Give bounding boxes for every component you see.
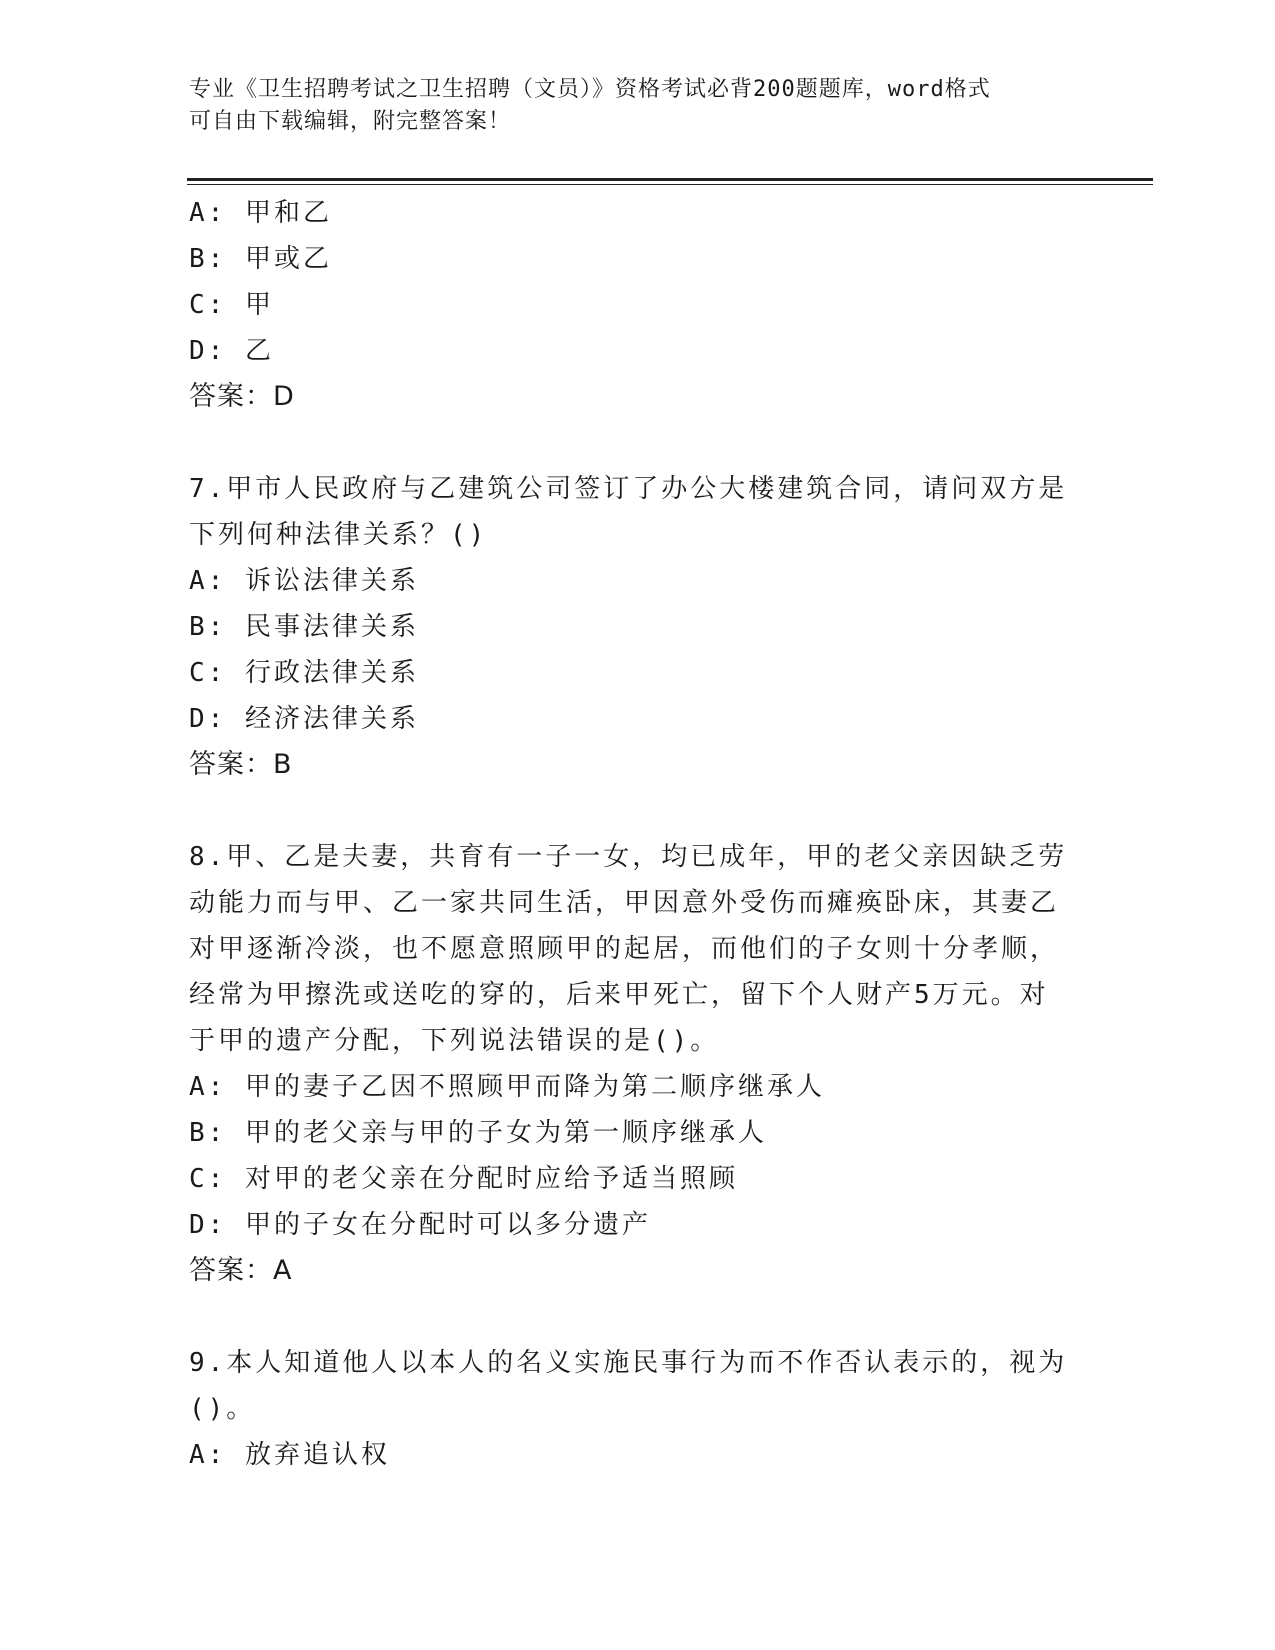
document-header [189, 74, 1069, 138]
option-a: A: 甲的妻子乙因不照顾甲而降为第二顺序继承人 [189, 1072, 825, 1102]
option-c: C: 行政法律关系 [189, 658, 419, 688]
header-line-2: 可自由下载编辑，附完整答案！ [189, 109, 512, 134]
option-b: B: 甲的老父亲与甲的子女为第一顺序继承人 [189, 1118, 767, 1148]
option-d: D: 乙 [189, 336, 274, 366]
option-b: B: 甲或乙 [189, 244, 332, 274]
option-b: B: 民事法律关系 [189, 612, 419, 642]
question-line: 于甲的遗产分配，下列说法错误的是()。 [189, 1026, 720, 1056]
answer: 答案：B [189, 749, 293, 780]
option-a: A: 甲和乙 [189, 198, 332, 228]
question-list [189, 190, 1069, 1478]
header-divider-thick [187, 178, 1153, 181]
option-c: C: 对甲的老父亲在分配时应给予适当照顾 [189, 1164, 738, 1194]
question-text [189, 834, 1069, 1064]
question-line: 9.本人知道他人以本人的名义实施民事行为而不作否认表示的，视为 [189, 1348, 1068, 1378]
option-c: C: 甲 [189, 290, 274, 320]
question-line: 经常为甲擦洗或送吃的穿的，后来甲死亡，留下个人财产5万元。对 [189, 980, 1049, 1010]
header-line-1: 专业《卫生招聘考试之卫生招聘（文员）》资格考试必背200题题库，word格式 [189, 77, 991, 102]
answer: 答案：D [189, 381, 295, 412]
question-9 [189, 1340, 1069, 1478]
question-line: 下列何种法律关系？() [189, 520, 488, 550]
question-text [189, 1340, 1069, 1432]
answer: 答案：A [189, 1255, 293, 1286]
question-7 [189, 466, 1069, 788]
option-d: D: 甲的子女在分配时可以多分遗产 [189, 1210, 651, 1240]
question-line: 对甲逐渐冷淡，也不愿意照顾甲的起居，而他们的子女则十分孝顺， [189, 934, 1060, 964]
question-line: 动能力而与甲、乙一家共同生活，甲因意外受伤而瘫痪卧床，其妻乙 [189, 888, 1060, 918]
option-d: D: 经济法律关系 [189, 704, 419, 734]
question-8 [189, 834, 1069, 1294]
question-text [189, 466, 1069, 558]
option-a: A: 放弃追认权 [189, 1440, 390, 1470]
question-line: 8.甲、乙是夫妻，共育有一子一女，均已成年，甲的老父亲因缺乏劳 [189, 842, 1068, 872]
question-line: 7.甲市人民政府与乙建筑公司签订了办公大楼建筑合同，请问双方是 [189, 474, 1068, 504]
question-6 [189, 190, 1069, 420]
header-divider-thin [187, 184, 1153, 185]
question-line: ()。 [189, 1394, 256, 1424]
option-a: A: 诉讼法律关系 [189, 566, 419, 596]
